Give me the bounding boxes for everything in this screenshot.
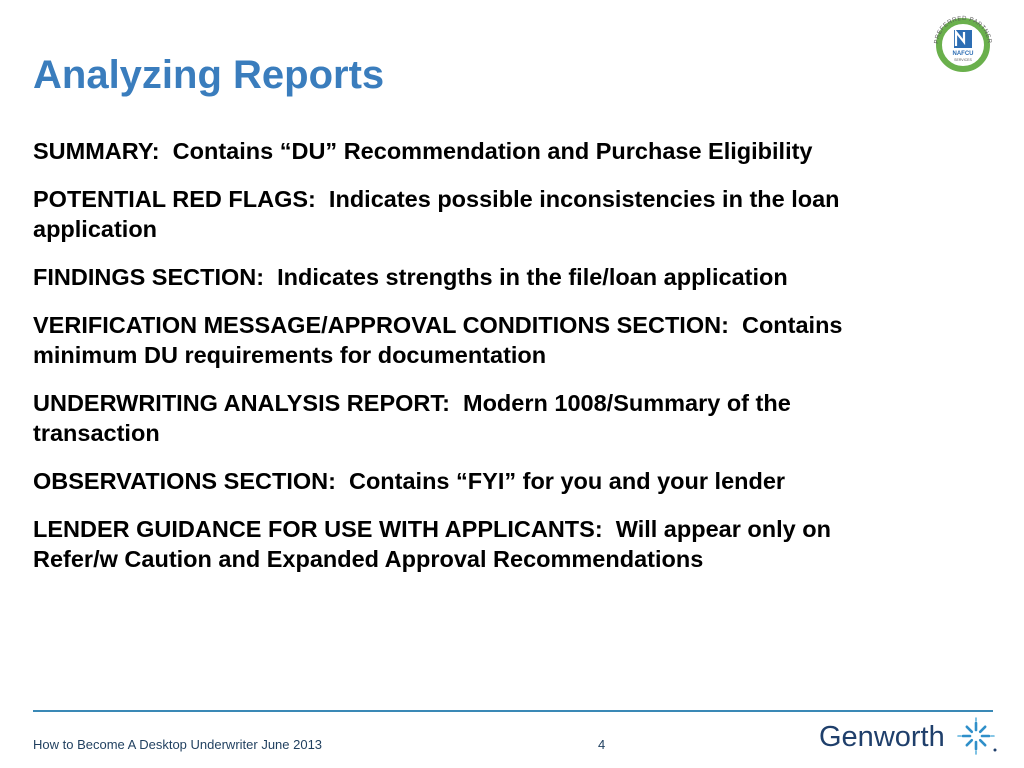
list-item: UNDERWRITING ANALYSIS REPORT: Modern 1008/Summary of the transaction <box>33 390 791 446</box>
footer-divider <box>33 710 993 712</box>
badge-sub-text: SERVICES <box>954 58 972 62</box>
slide-title: Analyzing Reports <box>33 53 385 97</box>
list-item: POTENTIAL RED FLAGS: Indicates possible inconsistencies in the loan application <box>33 186 840 242</box>
list-item: FINDINGS SECTION: Indicates strengths in the file/loan application <box>33 264 788 290</box>
list-item: SUMMARY: Contains “DU” Recommendation and Purchase Eligibility <box>33 138 813 164</box>
genworth-logo-text: Genworth <box>819 721 945 753</box>
badge-center-text: NAFCU <box>952 51 974 57</box>
badge-ring-text: PREFERRED PARTNER <box>933 15 993 45</box>
nafcu-preferred-partner-badge-icon <box>928 10 998 80</box>
footer-text: How to Become A Desktop Underwriter June 2013 <box>33 737 323 752</box>
page-number: 4 <box>598 737 606 752</box>
report-items-list <box>33 136 938 592</box>
list-item: LENDER GUIDANCE FOR USE WITH APPLICANTS: Will appear only on Refer/w Caution and Expanded Approval Recommendations <box>33 516 831 572</box>
genworth-starburst-icon <box>955 715 997 757</box>
list-item: OBSERVATIONS SECTION: Contains “FYI” for you and your lender <box>33 468 786 494</box>
list-item: VERIFICATION MESSAGE/APPROVAL CONDITIONS SECTION: Contains minimum DU requirements for documentation <box>33 312 843 368</box>
